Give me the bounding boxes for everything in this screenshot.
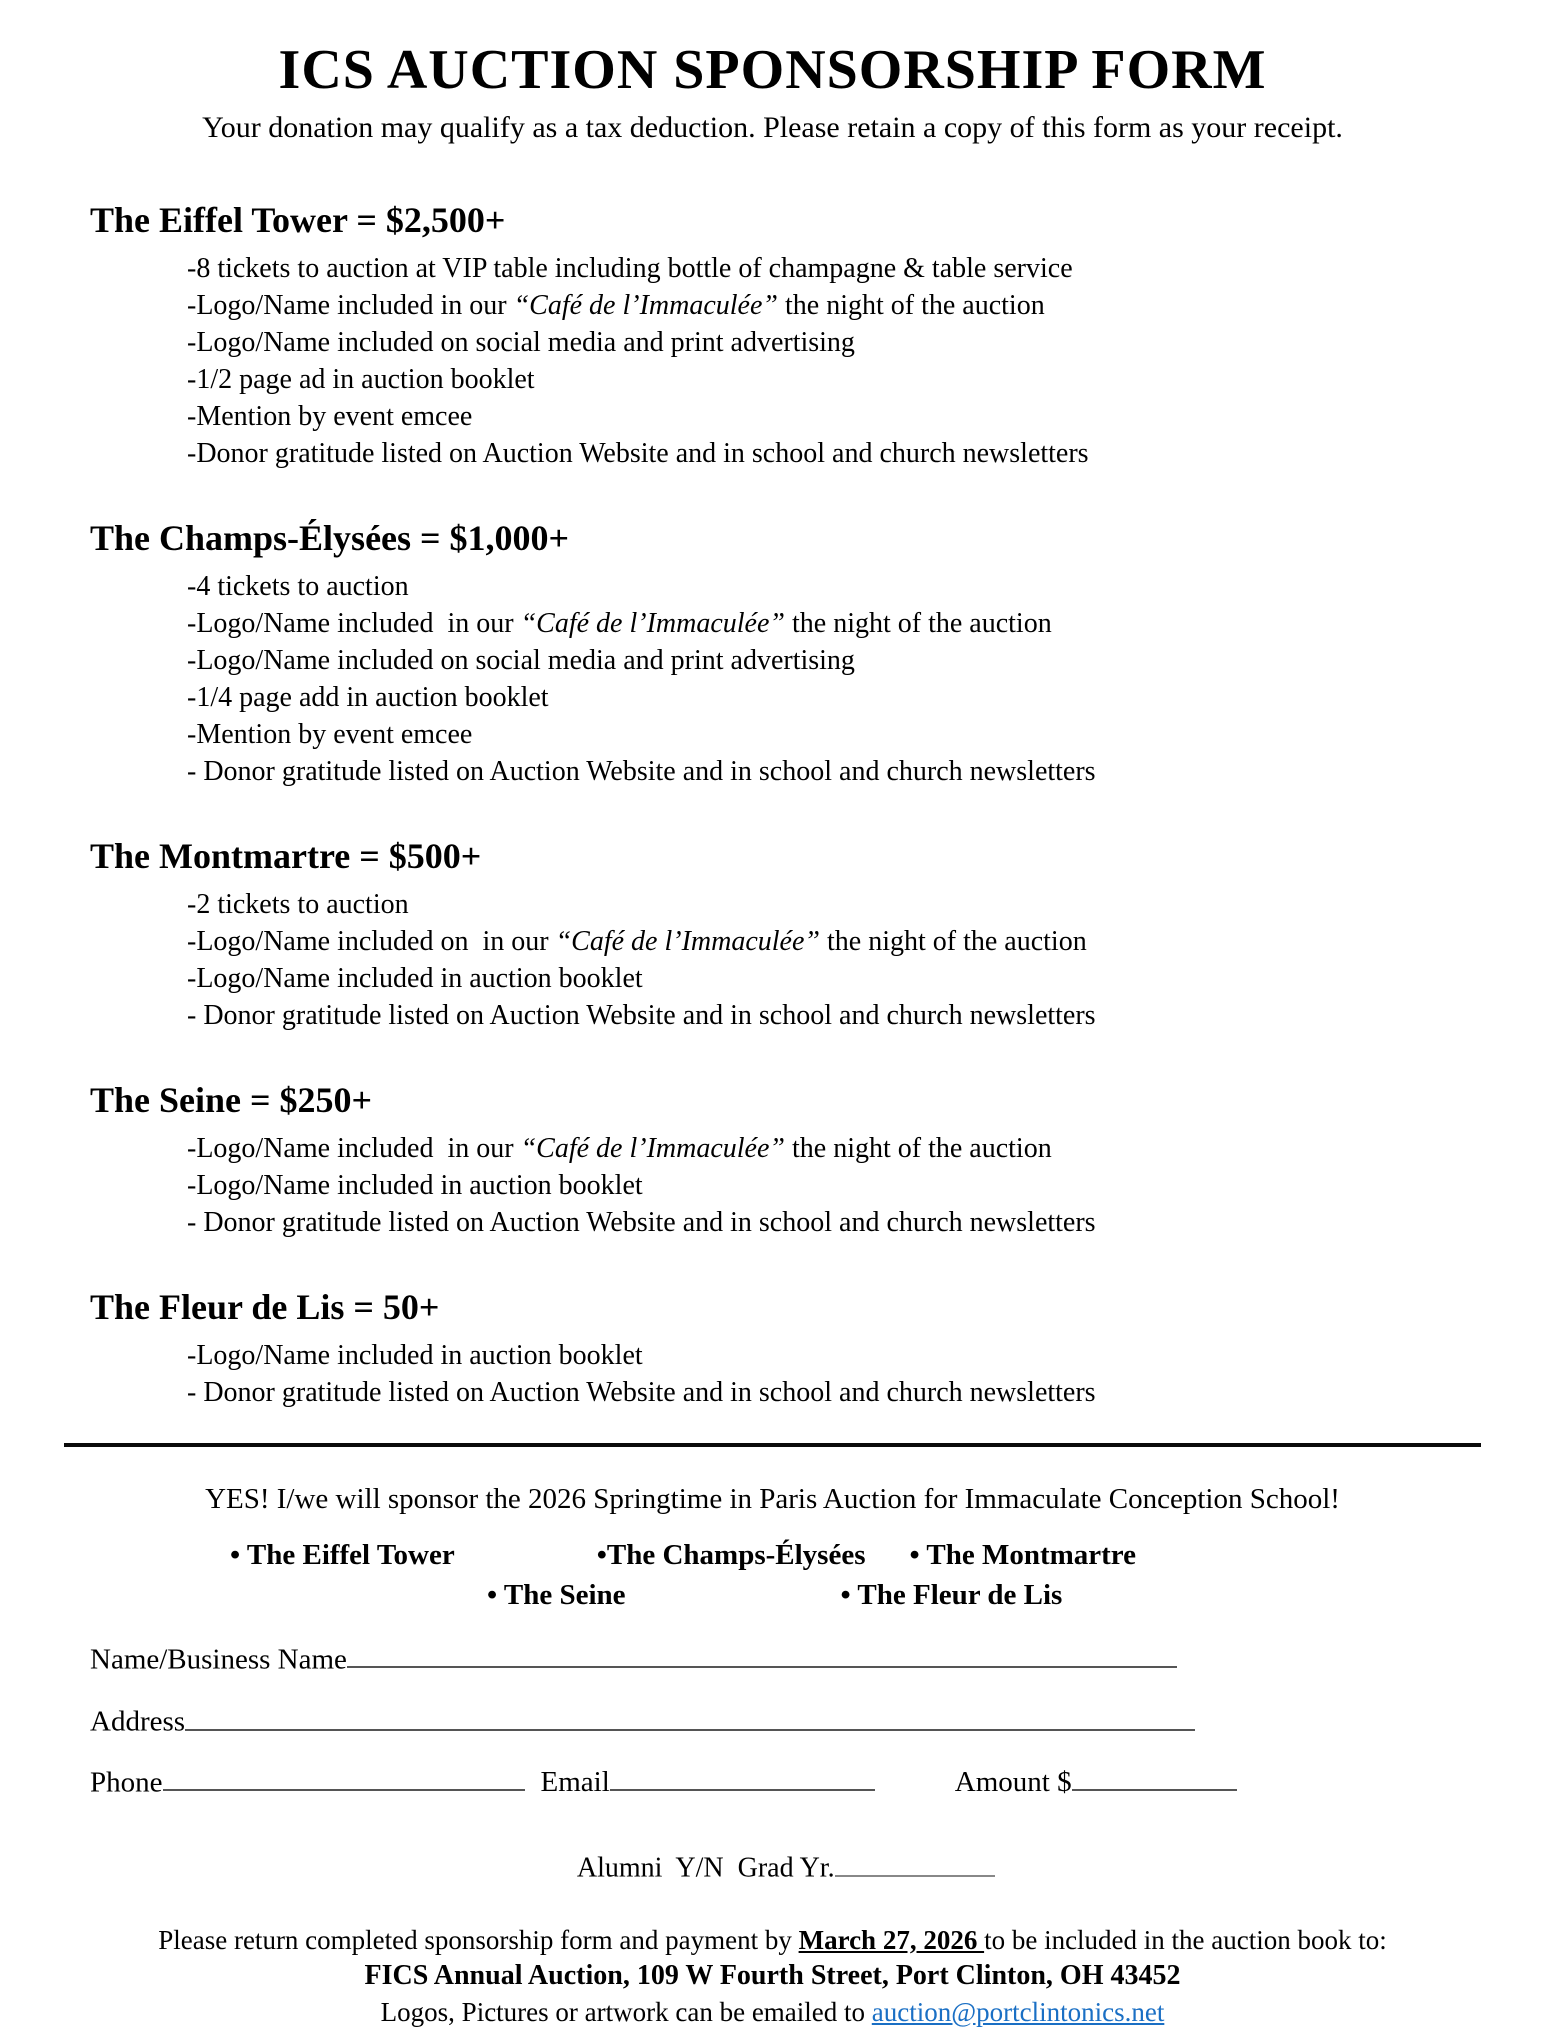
tier-benefit	[90, 361, 1485, 398]
tier-section	[90, 1080, 1485, 1241]
tier-benefit	[90, 923, 1485, 960]
tier-section	[90, 1287, 1485, 1411]
text-segment: the night of the auction	[784, 1132, 1052, 1164]
text-segment: - Donor gratitude listed on Auction Website and in school and church newsletters	[187, 755, 1096, 787]
address-input-line[interactable]	[185, 1701, 1195, 1731]
text-segment: -Logo/Name included in auction booklet	[187, 1169, 643, 1201]
text-segment: “Café de l’Immaculée”	[513, 289, 778, 321]
text-segment: -Donor gratitude listed on Auction Website and in school and church newsletters	[187, 437, 1089, 469]
tier-heading: The Champs-Élysées = $1,000+	[90, 517, 570, 558]
tier-benefit	[90, 398, 1485, 435]
text-segment: -Logo/Name included on in our	[187, 925, 556, 957]
tier-heading: The Eiffel Tower = $2,500+	[90, 199, 506, 240]
tier-benefit	[90, 605, 1485, 642]
tier-section	[90, 518, 1485, 790]
tier-benefit	[90, 960, 1485, 997]
tier-benefit	[90, 287, 1485, 324]
text-segment: -Logo/Name included on social media and print advertising	[187, 644, 855, 676]
sponsor-option: • The Seine	[487, 1578, 626, 1611]
text-segment: -1/4 page add in auction booklet	[187, 681, 549, 713]
tier-benefit	[90, 679, 1485, 716]
tier-section	[90, 200, 1485, 472]
text-segment: -Mention by event emcee	[187, 400, 473, 432]
sponsor-option: • The Montmartre	[909, 1538, 1137, 1571]
tier-heading: The Montmartre = $500+	[90, 835, 482, 876]
tier-benefit	[90, 753, 1485, 790]
text-segment: - Donor gratitude listed on Auction Website and in school and church newsletters	[187, 1206, 1096, 1238]
text-segment: -1/2 page ad in auction booklet	[187, 363, 535, 395]
text-segment: the night of the auction	[819, 925, 1087, 957]
tier-benefit	[90, 1167, 1485, 1204]
tier-benefit	[90, 1204, 1485, 1241]
sponsor-option: • The Fleur de Lis	[840, 1578, 1063, 1611]
tier-benefit	[90, 642, 1485, 679]
text-segment: -Logo/Name included in our	[187, 1132, 521, 1164]
address-field-row	[90, 1701, 1545, 1740]
tier-benefit	[90, 1374, 1485, 1411]
text-segment: -2 tickets to auction	[187, 888, 409, 920]
mailing-address: FICS Annual Auction, 109 W Fourth Street, Port Clinton, OH 43452	[364, 1959, 1181, 1991]
sponsor-option-row	[0, 1575, 1545, 1615]
grad-year-input-line[interactable]	[835, 1848, 995, 1877]
alumni-label: Alumni Y/N Grad Yr.	[576, 1852, 835, 1884]
text-segment: -Logo/Name included in our	[187, 607, 521, 639]
name-label: Name/Business Name	[90, 1643, 347, 1676]
tier-benefit	[90, 568, 1485, 605]
yes-statement: YES! I/we will sponsor the 2026 Springtime in Paris Auction for Immaculate Conception School!	[205, 1482, 1340, 1515]
tier-benefit	[90, 435, 1485, 472]
tier-benefit	[90, 716, 1485, 753]
address-label: Address	[90, 1705, 186, 1738]
name-field-row	[90, 1639, 1545, 1678]
page-title: ICS AUCTION SPONSORSHIP FORM	[278, 39, 1267, 101]
tier-benefit	[90, 997, 1485, 1034]
sponsor-option-row	[0, 1535, 1545, 1575]
text-segment: -Logo/Name included in our	[187, 289, 514, 321]
tier-section	[90, 836, 1485, 1034]
tier-benefit	[90, 1130, 1485, 1167]
text-segment: - Donor gratitude listed on Auction Website and in school and church newsletters	[187, 1376, 1096, 1408]
amount-label: Amount $	[954, 1766, 1072, 1799]
email-input-line[interactable]	[610, 1762, 875, 1792]
tier-sections	[0, 200, 1545, 1411]
sponsor-options	[0, 1535, 1545, 1615]
amount-input-line[interactable]	[1072, 1762, 1237, 1792]
text-segment: “Café de l’Immaculée”	[555, 925, 820, 957]
tier-benefit	[90, 886, 1485, 923]
text-segment: - Donor gratitude listed on Auction Website and in school and church newsletters	[187, 999, 1096, 1031]
text-segment: the night of the auction	[784, 607, 1052, 639]
tier-heading: The Seine = $250+	[90, 1079, 373, 1120]
phone-label: Phone	[90, 1766, 163, 1799]
text-segment: March 27, 2026	[798, 1924, 985, 1955]
text-segment: the night of the auction	[777, 289, 1045, 321]
return-instructions	[0, 1922, 1545, 1958]
name-input-line[interactable]	[347, 1639, 1177, 1669]
text-segment: to be included in the auction book to:	[984, 1924, 1387, 1955]
tier-benefit	[90, 1337, 1485, 1374]
tier-benefit	[90, 324, 1485, 361]
sponsor-option: • The Eiffel Tower	[230, 1538, 455, 1571]
text-segment: “Café de l’Immaculée”	[520, 607, 785, 639]
phone-input-line[interactable]	[163, 1762, 525, 1792]
text-segment: -Logo/Name included in auction booklet	[187, 1339, 643, 1371]
page-subtitle: Your donation may qualify as a tax deduction. Please retain a copy of this form as your receipt.	[202, 111, 1343, 144]
text-segment: “Café de l’Immaculée”	[520, 1132, 785, 1164]
email-label: Email	[540, 1766, 610, 1799]
text-segment: -4 tickets to auction	[187, 570, 409, 602]
divider	[64, 1443, 1481, 1447]
phone-email-amount-row	[90, 1762, 1545, 1801]
text-segment: -Logo/Name included in auction booklet	[187, 962, 643, 994]
text-segment: -8 tickets to auction at VIP table including bottle of champagne & table service	[187, 252, 1073, 284]
text-segment: -Mention by event emcee	[187, 718, 473, 750]
sponsor-option: •The Champs-Élysées	[596, 1538, 866, 1571]
alumni-row	[0, 1814, 1545, 1920]
text-segment: Logos, Pictures or artwork can be emailed to	[380, 1996, 872, 2027]
email-link[interactable]: auction@portclintonics.net	[871, 1996, 1165, 2027]
text-segment: -Logo/Name included on social media and print advertising	[187, 326, 855, 358]
text-segment: Please return completed sponsorship form and payment by	[158, 1924, 799, 1955]
tier-benefit	[90, 250, 1485, 287]
logos-note	[0, 1994, 1545, 2030]
tier-heading: The Fleur de Lis = 50+	[90, 1286, 440, 1327]
